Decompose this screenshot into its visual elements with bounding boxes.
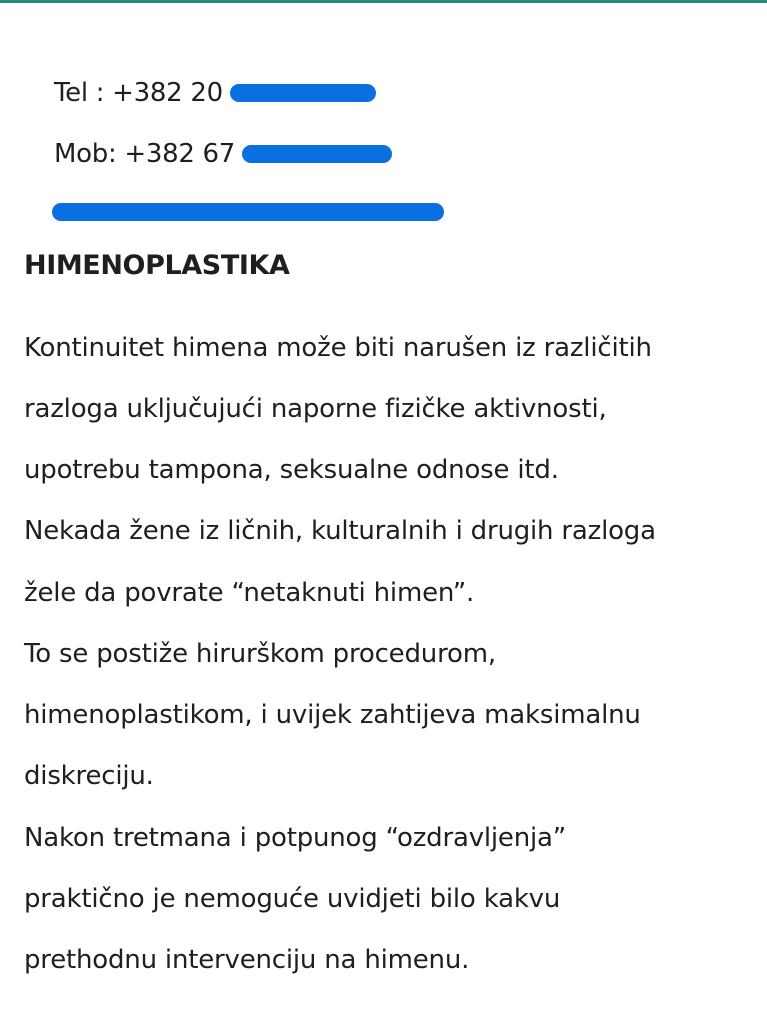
email-redaction xyxy=(52,203,444,221)
page-title: HIMENOPLASTIKA xyxy=(24,250,290,281)
body-line-1: Kontinuitet himena može biti narušen iz različitih xyxy=(24,333,652,363)
body-line-7: himenoplastikom, i uvijek zahtijeva maksimalnu xyxy=(24,700,641,730)
body-line-10: praktično je nemoguće uvidjeti bilo kakvu xyxy=(24,884,561,914)
body-line-3: upotrebu tampona, seksualne odnose itd. xyxy=(24,455,559,485)
mob-line: Mob: +382 67 xyxy=(54,139,236,169)
body-line-4: Nekada žene iz ličnih, kulturalnih i drugih razloga xyxy=(24,516,656,546)
tel-redaction xyxy=(230,84,376,102)
body-line-5: žele da povrate “netaknuti himen”. xyxy=(24,578,475,608)
body-line-2: razloga uključujući naporne fizičke aktivnosti, xyxy=(24,394,607,424)
tel-line: Tel : +382 20 xyxy=(54,78,223,108)
body-line-11: prethodnu intervenciju na himenu. xyxy=(24,945,470,975)
body-line-9: Nakon tretmana i potpunog “ozdravljenja” xyxy=(24,823,567,853)
body-line-8: diskreciju. xyxy=(24,761,154,791)
mob-redaction xyxy=(242,145,392,163)
body-line-6: To se postiže hirurškom procedurom, xyxy=(24,639,496,669)
top-accent-bar xyxy=(0,0,767,3)
